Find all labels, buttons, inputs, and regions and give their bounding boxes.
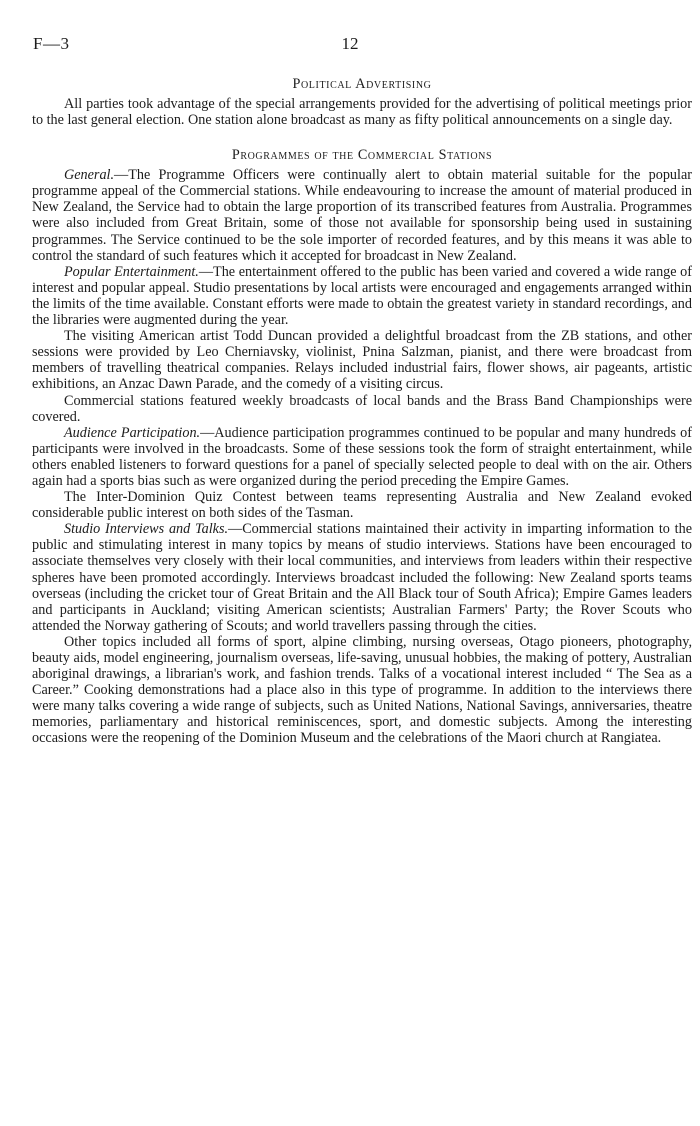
paragraph (32, 521, 692, 634)
page-reference: F—3 (33, 34, 70, 53)
paragraph-lead: Studio Interviews and Talks. (64, 521, 229, 538)
paragraph-text: Commercial stations featured weekly broadcasts of local bands and the Brass Band Championships were covered. (32, 392, 692, 425)
paragraph-lead: Audience Participation. (64, 424, 201, 441)
paragraph-text: Other topics included all forms of sport, alpine climbing, nursing overseas, Otago pioneers, photography, beauty aids, model engineering, journalism overseas, life-saving, unusual hobbies, the making of pottery, Australian aboriginal drawings, a librarian's work, and fashion trends. Talks of a vocational interest included “ The Sea as a Career.” Cooking demonstrations had a place also in this type of programme. In addition to the interviews there were many talks covering a wide range of subjects, such as United Nations, National Savings, anniversaries, theatre memories, parliamentary and historical reminiscences, sport, and domestic subjects. Among the interesting occasions were the reopening of the Dominion Museum and the celebrations of the Maori church at Rangiatea. (32, 633, 692, 747)
paragraph-text: —Commercial stations maintained their activity in imparting information to the public and stimulating interest in many topics by means of studio interviews. Stations have been encouraged to associate themselves very closely with their local communities, and interviews from leaders within their respective spheres have been promoted accordingly. Interviews broadcast included the following: New Zealand sports teams overseas (including the cricket tour of Great Britain and the All Black tour of South Africa); Empire Games leaders and participants in Auckland; visiting American scientists; Australian Farmers' Party; the Rover Scouts who attended the Norway gathering of Scouts; and world travellers passing through the cities. (32, 521, 692, 634)
paragraph (32, 328, 692, 392)
paragraph (32, 167, 692, 264)
paragraph-text: —Audience participation programmes continued to be popular and many hundreds of participants were involved in the broadcasts. Some of these sessions took the form of straight entertainment, while others enabled listeners to forward questions for a panel of specially selected people to deal with on the air. Others again had a sports bias such as were organized during the period preceding the Empire Games. (32, 424, 692, 489)
section-heading-commercial-programmes: Programmes of the Commercial Stations (231, 147, 493, 164)
paragraph-text: The Inter-Dominion Quiz Contest between teams representing Australia and New Zealand evoked considerable public interest on both sides of the Tasman. (32, 489, 692, 522)
paragraph-text: —The entertainment offered to the public has been varied and covered a wide range of interest and popular appeal. Studio presentations by local artists were encouraged and engagements arranged within the limits of the time available. Constant efforts were made to obtain the greatest variety in standard recordings, and the libraries were augmented during the year. (32, 263, 692, 329)
paragraph (32, 425, 692, 489)
document-body (32, 76, 692, 747)
page-number: 12 (341, 34, 359, 53)
paragraph (32, 634, 692, 747)
paragraph (32, 96, 692, 128)
paragraph-text: All parties took advantage of the special arrangements provided for the advertising of political meetings prior to the last general election. One station alone broadcast as many as fifty political announcements on a single day. (32, 96, 692, 129)
section-heading-political-advertising: Political Advertising (292, 76, 432, 92)
paragraph-text: The visiting American artist Todd Duncan provided a delightful broadcast from the ZB stations, and other sessions were provided by Leo Cherniavsky, violinist, Pnina Salzman, pianist, and there were broadcast from members of travelling theatrical companies. Relays included industrial fairs, flower shows, air pageants, artistic exhibitions, an Anzac Dawn Parade, and the comedy of a visiting circus. (32, 328, 692, 393)
paragraph-lead: General. (64, 167, 115, 184)
paragraph (32, 393, 692, 425)
paragraph-lead: Popular Entertainment. (64, 263, 199, 280)
page-header (33, 34, 667, 56)
paragraph-text: —The Programme Officers were continually alert to obtain material suitable for the popular programme appeal of the Commercial stations. While endeavouring to increase the amount of material produced in New Zealand, the Service had to obtain the large proportion of its transcribed features from Australia. Programmes were also included from Great Britain, some of those not available for sponsorship being used in sustaining programmes. The Service continued to be the sole importer of recorded features, and by this means it was able to control the standard of such features which it accepted for broadcast in New Zealand. (32, 167, 692, 264)
paragraph (32, 264, 692, 328)
paragraph (32, 489, 692, 521)
